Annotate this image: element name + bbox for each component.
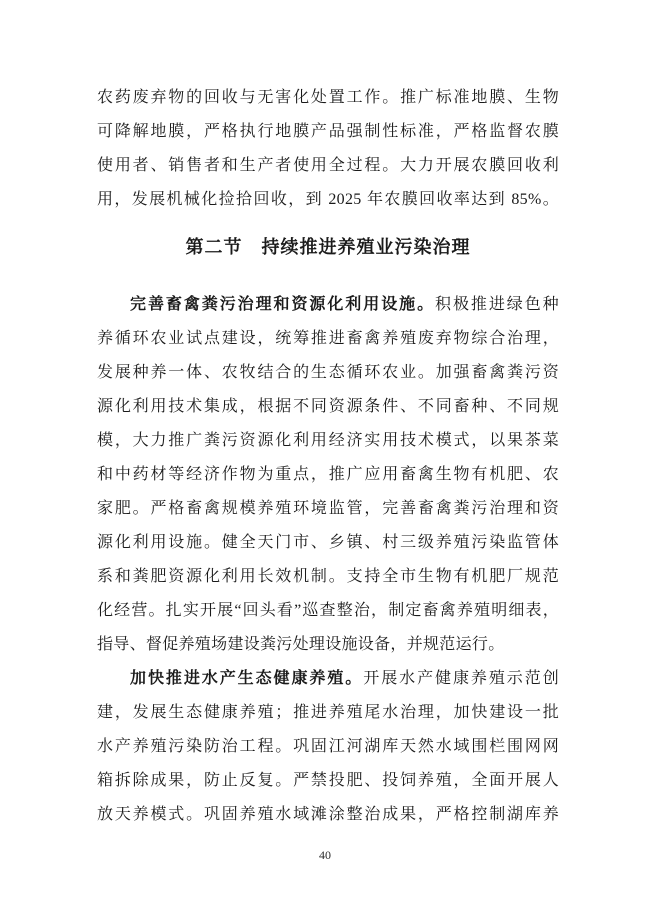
bold-lead-sentence: 加快推进水产生态健康养殖。 — [130, 670, 364, 687]
text-line — [97, 662, 559, 696]
page-number: 40 — [319, 848, 331, 862]
text-line: 使用者、销售者和生产者使用全过程。大力开展农膜回收利 — [97, 157, 559, 174]
paragraph-livestock-manure — [97, 288, 559, 662]
paragraph-aquaculture — [97, 662, 559, 832]
text-line: 和中药材等经济作物为重点，推广应用畜禽生物有机肥、农 — [97, 466, 559, 483]
text-line: 放天养模式。巩固养殖水域滩涂整治成果，严格控制湖库养 — [97, 806, 559, 823]
page-content — [97, 0, 559, 832]
text-line: 家肥。严格畜禽规模养殖环境监管，完善畜禽粪污治理和资 — [97, 500, 559, 517]
section-heading: 第二节 持续推进养殖业污染治理 — [185, 237, 471, 257]
text-line: 箱拆除成果，防止反复。严禁投肥、投饲养殖，全面开展人 — [97, 772, 559, 789]
text-line: 发展种养一体、农牧结合的生态循环农业。加强畜禽粪污资 — [97, 364, 559, 381]
bold-lead-sentence: 完善畜禽粪污治理和资源化利用设施。 — [130, 296, 436, 313]
text-line: 源化利用设施。健全天门市、乡镇、村三级养殖污染监管体 — [97, 534, 559, 551]
text-line: 源化利用技术集成，根据不同资源条件、不同畜种、不同规 — [97, 398, 559, 415]
text-run: 积极推进绿色种 — [435, 296, 559, 313]
text-line: 模，大力推广粪污资源化利用经济实用技术模式，以果茶菜 — [97, 432, 559, 449]
text-line: 养循环农业试点建设，统筹推进畜禽养殖废弃物综合治理， — [97, 330, 559, 347]
text-line: 建，发展生态健康养殖；推进养殖尾水治理，加快建设一批 — [97, 704, 559, 721]
text-line: 水产养殖污染防治工程。巩固江河湖库天然水域围栏围网网 — [97, 738, 559, 755]
text-line: 可降解地膜，严格执行地膜产品强制性标准，严格监督农膜 — [97, 123, 559, 140]
text-line: 用，发展机械化捡拾回收，到 2025 年农膜回收率达到 85%。 — [97, 191, 559, 208]
text-line — [97, 288, 559, 322]
text-line: 农药废弃物的回收与无害化处置工作。推广标准地膜、生物 — [97, 89, 559, 106]
text-run: 开展水产健康养殖示范创 — [363, 670, 559, 687]
text-line: 系和粪肥资源化利用长效机制。支持全市生物有机肥厂规范 — [97, 568, 559, 585]
text-line: 化经营。扎实开展“回头看”巡查整治，制定畜禽养殖明细表， — [97, 602, 559, 619]
text-line: 指导、督促养殖场建设粪污处理设施设备，并规范运行。 — [97, 636, 505, 653]
paragraph-farm-film — [97, 81, 559, 217]
